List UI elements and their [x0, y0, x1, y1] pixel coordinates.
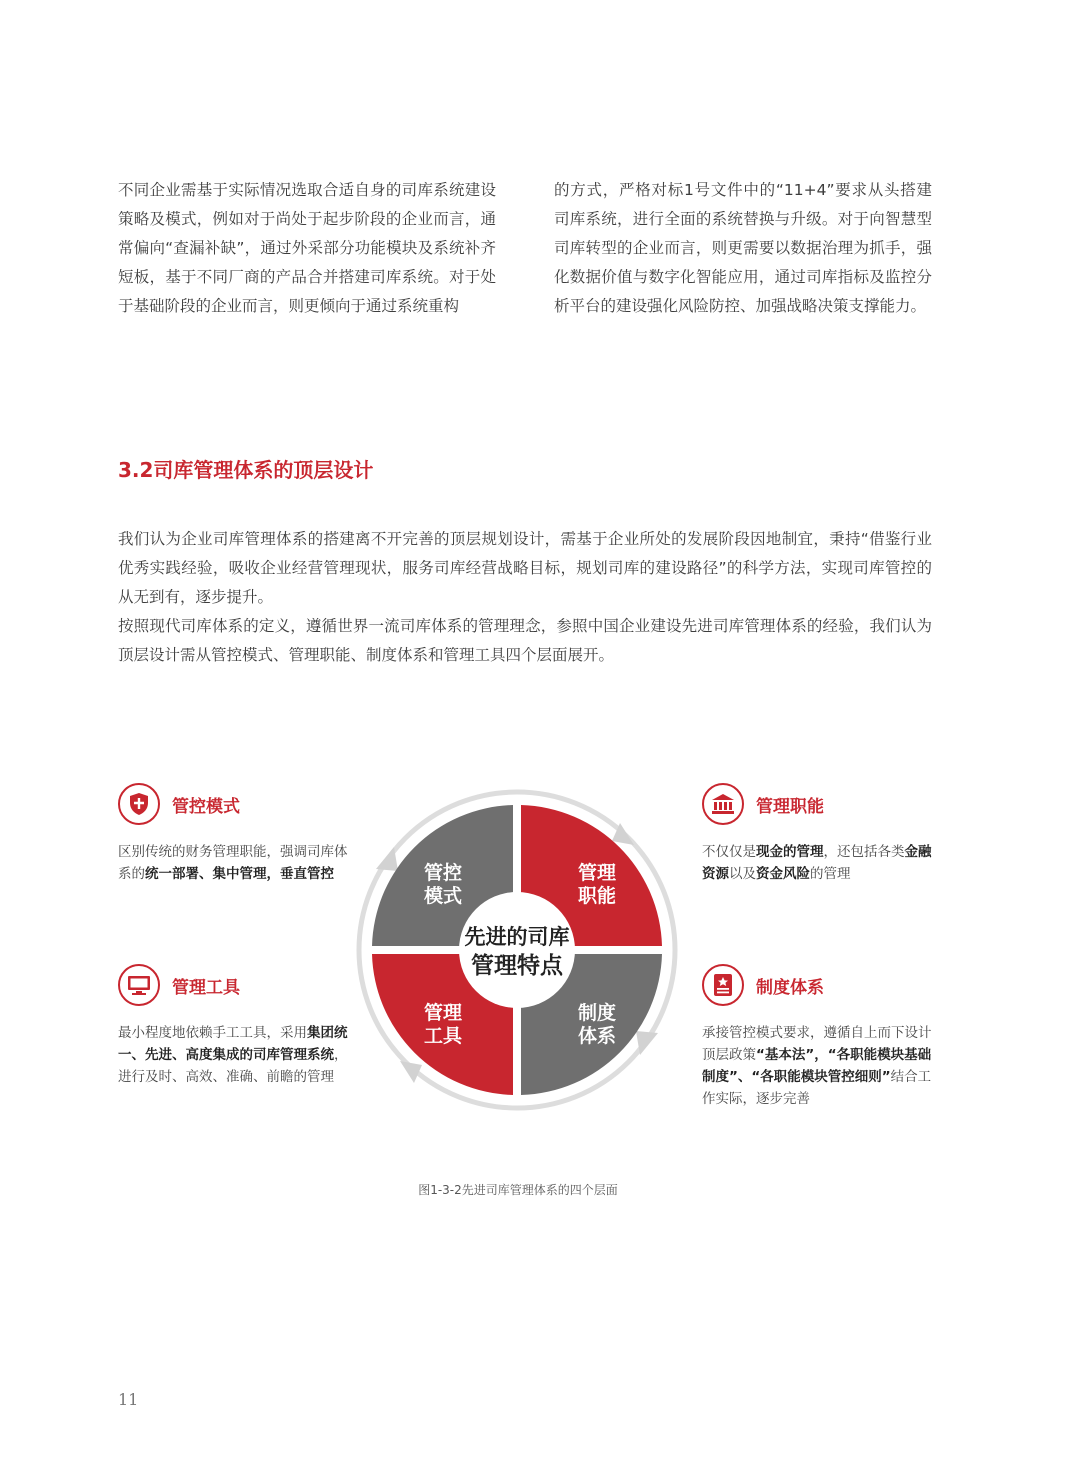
quadrant-label: 管理 — [423, 1002, 463, 1024]
desc-text: 的管理 — [810, 866, 851, 882]
quadrant-label: 模式 — [423, 885, 463, 907]
desc-emphasis: 统一部署、集中管理，垂直管控 — [145, 866, 334, 882]
arrow-icon — [400, 1061, 422, 1083]
desc-text: 不仅仅是 — [702, 844, 756, 860]
center-circle — [459, 892, 575, 1008]
section-title: 3.2司库管理体系的顶层设计 — [118, 458, 374, 482]
center-label-line1: 先进的司库 — [464, 925, 570, 949]
feature-title: 管控模式 — [172, 796, 240, 817]
desc-text: ，进行及时、高效、准确、前瞻的管理 — [118, 1047, 348, 1085]
desc-text: 结合工作实际，逐步完善 — [702, 1069, 932, 1107]
quadrant-label: 工具 — [423, 1025, 463, 1047]
figure-caption: 图1-3-2先进司库管理体系的四个层面 — [418, 1183, 618, 1197]
feature-mgmt-function — [702, 783, 934, 885]
intro-right-paragraph: 的方式，严格对标1号文件中的“11+4”要求从头搭建司库系统，进行全面的系统替换与升级。对于向智慧型司库转型的企业而言，则更需要以数据治理为抓手，强化数据价值与数字化智能应用，通过司库指标及监控分析平台的建设强化风险防控、加强战略决策支撑能力。 — [554, 181, 932, 315]
feature-description — [118, 1022, 350, 1088]
section-body — [118, 525, 932, 670]
quadrant-label: 职能 — [577, 885, 617, 907]
feature-title: 管理工具 — [172, 977, 240, 998]
body-paragraph-1: 我们认为企业司库管理体系的搭建离不开完善的顶层规划设计，需基于企业所处的发展阶段因地制宜，秉持“借鉴行业优秀实践经验，吸收企业经营管理现状，服务司库经营战略目标，规划司库的建设路径”的科学方法，实现司库管控的从无到有，逐步提升。 — [118, 530, 932, 606]
management-diagram — [350, 783, 684, 1117]
feature-system — [702, 964, 934, 1110]
desc-emphasis: 集团统一、先进、高度集成的司库管理系统 — [118, 1025, 348, 1063]
monitor-icon — [118, 964, 160, 1006]
quadrant-label: 体系 — [577, 1025, 617, 1047]
shield-icon — [118, 783, 160, 825]
quadrant-label: 管理 — [577, 862, 617, 884]
desc-text: ，还包括各类 — [823, 844, 905, 860]
feature-control-mode — [118, 783, 350, 885]
quadrant-label: 制度 — [577, 1002, 617, 1024]
desc-text: 区别传统的财务管理职能，强调司库体系的 — [118, 844, 348, 882]
feature-description — [118, 841, 350, 885]
desc-text: 以及 — [729, 866, 756, 882]
body-paragraph-2: 按照现代司库体系的定义，遵循世界一流司库体系的管理理念，参照中国企业建设先进司库管理体系的经验，我们认为顶层设计需从管控模式、管理职能、制度体系和管理工具四个层面展开。 — [118, 617, 932, 664]
bank-icon — [702, 783, 744, 825]
document-icon — [702, 964, 744, 1006]
feature-title: 制度体系 — [756, 977, 824, 998]
center-label-line2: 管理特点 — [471, 953, 563, 979]
desc-emphasis: 资金风险 — [756, 866, 810, 882]
desc-text: 最小程度地依赖手工工具，采用 — [118, 1025, 307, 1041]
feature-description — [702, 1022, 934, 1110]
intro-left-paragraph: 不同企业需基于实际情况选取合适自身的司库系统建设策略及模式，例如对于尚处于起步阶段的企业而言，通常偏向“查漏补缺”，通过外采部分功能模块及系统补齐短板，基于不同厂商的产品合并搭建司库系统。对于处于基础阶段的企业而言，则更倾向于通过系统重构 — [118, 181, 496, 315]
feature-title: 管理职能 — [756, 796, 824, 817]
feature-mgmt-tool — [118, 964, 350, 1088]
page-number: 11 — [118, 1390, 139, 1409]
quadrant-label: 管控 — [423, 862, 463, 884]
desc-emphasis: 金融资源 — [702, 844, 932, 882]
feature-description — [702, 841, 934, 885]
desc-emphasis: 现金的管理 — [756, 844, 824, 860]
desc-emphasis: “基本法”，“各职能模块基础制度”、“各职能模块管控细则” — [702, 1047, 932, 1085]
desc-text: 承接管控模式要求，遵循自上而下设计顶层政策 — [702, 1025, 932, 1063]
